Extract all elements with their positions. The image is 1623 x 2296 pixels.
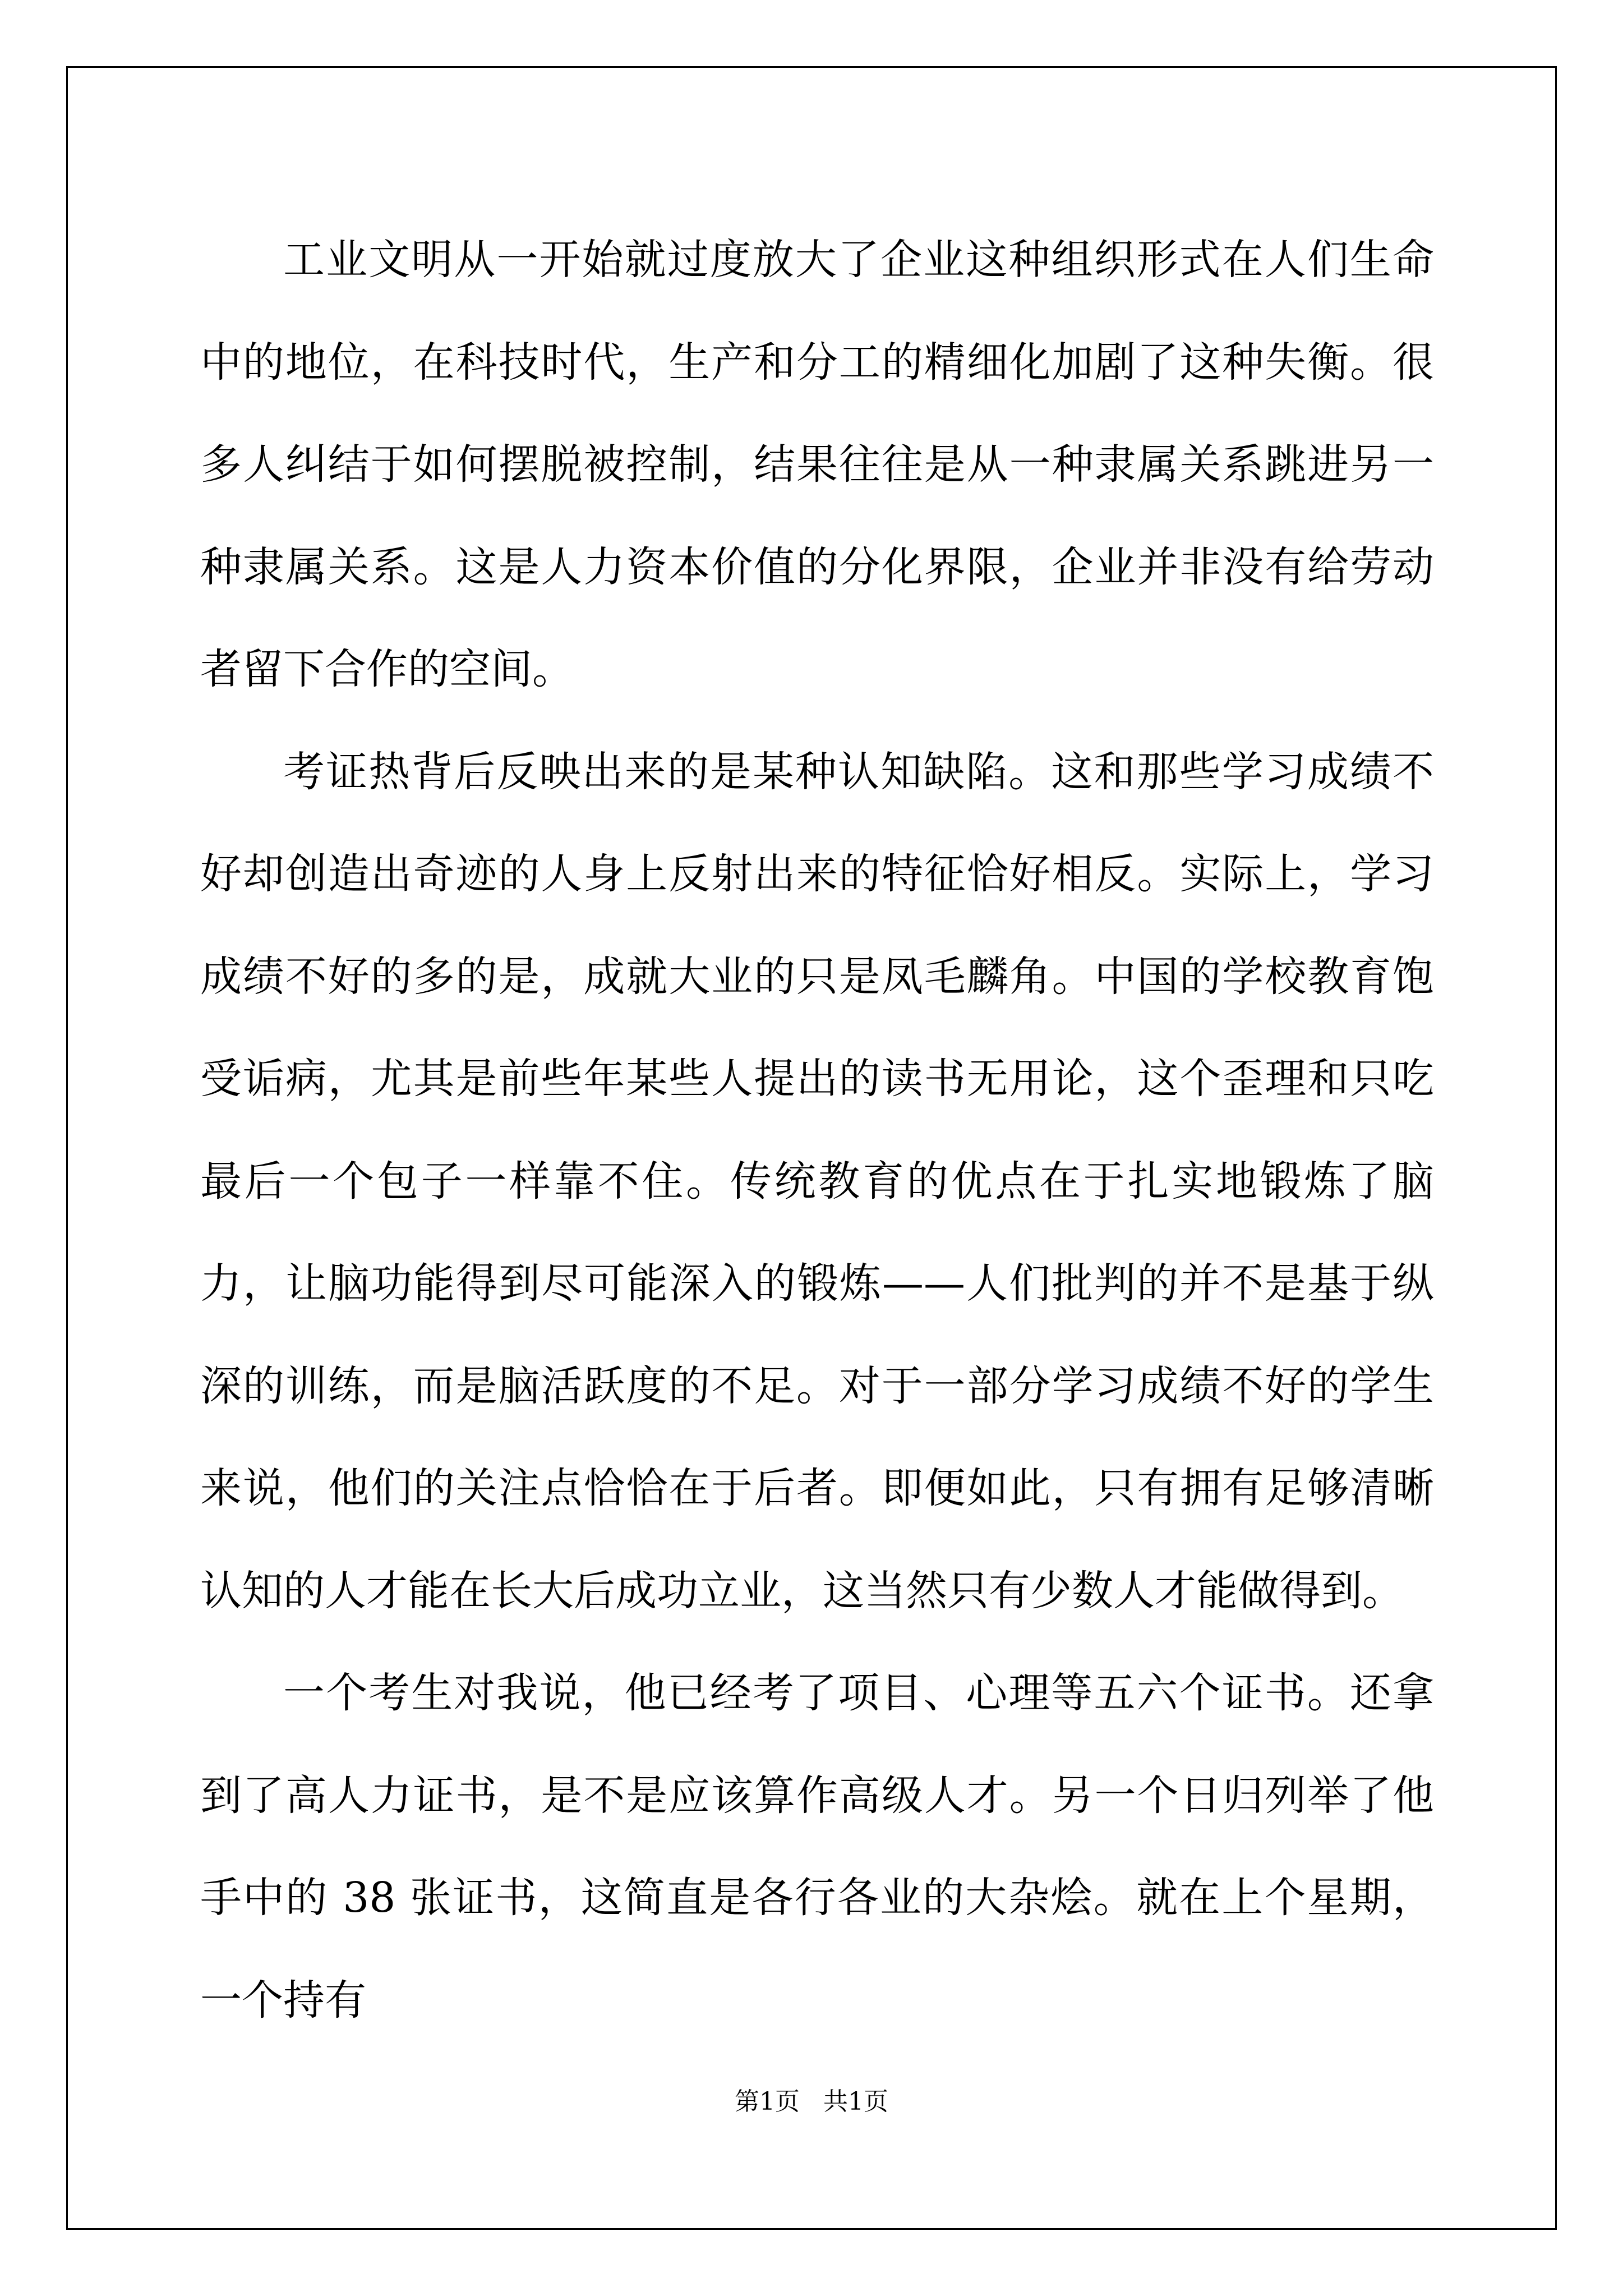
paragraph-1: 工业文明从一开始就过度放大了企业这种组织形式在人们生命中的地位，在科技时代，生产和分工的精细化加剧了这种失衡。很多人纠结于如何摆脱被控制，结果往往是从一种隶属关系跳进另一种隶属关系。这是人力资本价值的分化界限，企业并非没有给劳动者留下合作的空间。 bbox=[200, 236, 1434, 693]
document-body bbox=[200, 209, 1434, 2051]
paragraph-2: 考证热背后反映出来的是某种认知缺陷。这和那些学习成绩不好却创造出奇迹的人身上反射出来的特征恰好相反。实际上，学习成绩不好的多的是，成就大业的只是凤毛麟角。中国的学校教育饱受诟病，尤其是前些年某些人提出的读书无用论，这个歪理和只吃最后一个包子一样靠不住。传统教育的优点在于扎实地锻炼了脑力，让脑功能得到尽可能深入的锻炼——人们批判的并不是基于纵深的训练，而是脑活跃度的不足。对于一部分学习成绩不好的学生来说，他们的关注点恰恰在于后者。即便如此，只有拥有足够清晰认知的人才能在长大后成功立业，这当然只有少数人才能做得到。 bbox=[200, 747, 1434, 1615]
page-number-footer: 第1页 共1页 bbox=[735, 2087, 888, 2116]
paragraph-3: 一个考生对我说，他已经考了项目、心理等五六个证书。还拿到了高人力证书，是不是应该算作高级人才。另一个日归列举了他手中的 38 张证书，这简直是各行各业的大杂烩。就在上个星期，一个持有 bbox=[200, 1669, 1434, 2024]
